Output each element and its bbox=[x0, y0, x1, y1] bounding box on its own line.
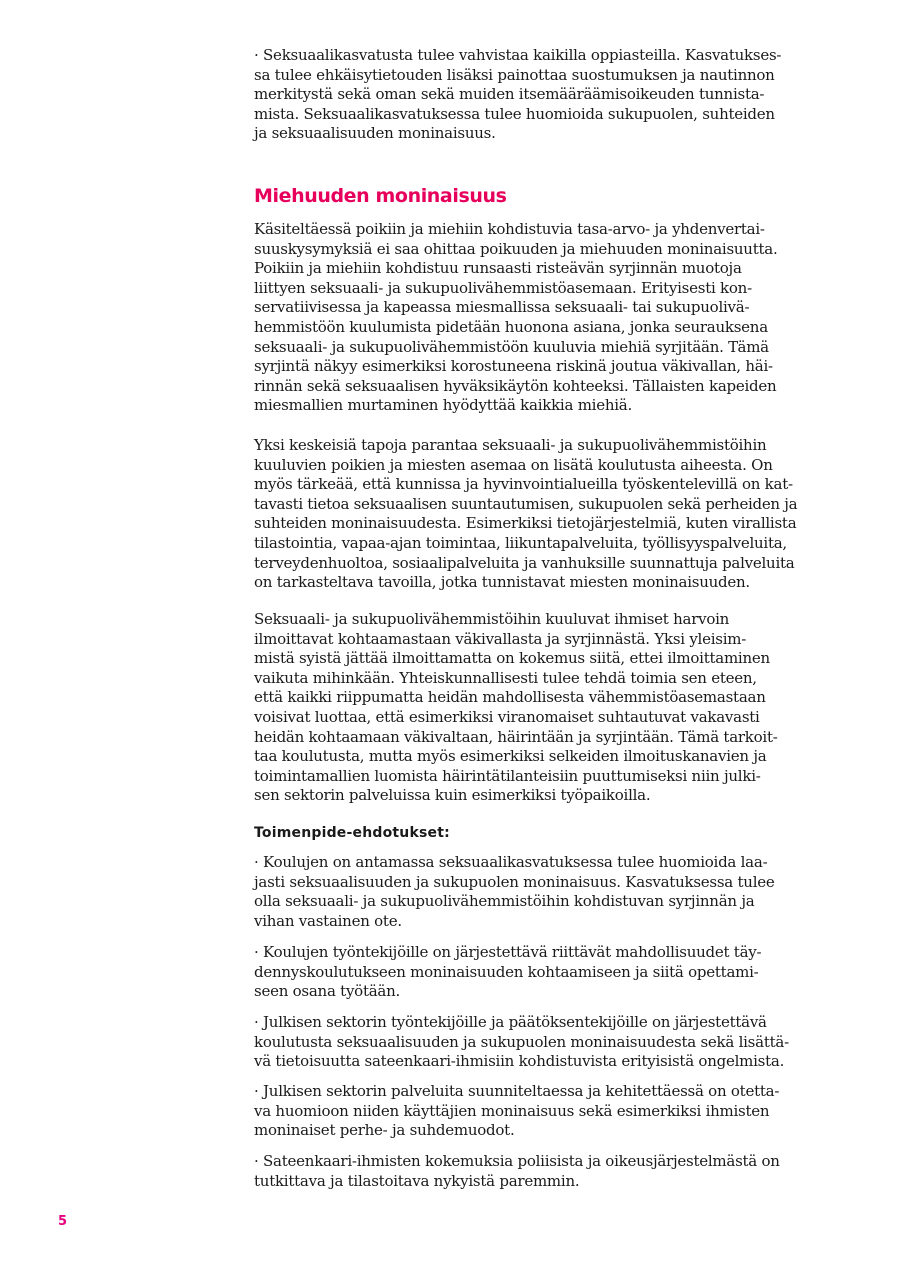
text-line: Poikiin ja miehiin kohdistuu runsaasti risteävän syrjinnän muotoja bbox=[254, 259, 742, 278]
text-line: · Sateenkaari-ihmisten kokemuksia poliisista ja oikeusjärjestelmästä on bbox=[254, 1152, 780, 1170]
text-line: Yksi keskeisiä tapoja parantaa seksuaali- ja sukupuolivähemmistöihin bbox=[254, 436, 767, 454]
text-line: jasti seksuaalisuuden ja sukupuolen moninaisuus. Kasvatuksessa tulee bbox=[254, 872, 775, 891]
measure-bullet-5 bbox=[254, 1152, 800, 1191]
text-line: dennyskoulutukseen moninaisuuden kohtaamiseen ja siitä opettami- bbox=[254, 962, 759, 981]
text-line: · Julkisen sektorin palveluita suunniteltaessa ja kehitettäessä on otetta- bbox=[254, 1082, 780, 1100]
text-line: voisivat luottaa, että esimerkiksi viranomaiset suhtautuvat vakavasti bbox=[254, 707, 760, 726]
text-column bbox=[254, 0, 800, 1286]
text-line: syrjintä näkyy esimerkiksi korostuneena riskinä joutua väkivallan, häi- bbox=[254, 357, 773, 376]
paragraph-3 bbox=[254, 610, 800, 806]
text-line: toimintamallien luomista häirintätilanteisiin puuttumiseksi niin julki- bbox=[254, 766, 761, 785]
text-line: va huomioon niiden käyttäjien moninaisuus sekä esimerkiksi ihmisten bbox=[254, 1101, 770, 1120]
text-line: ja seksuaalisuuden moninaisuus. bbox=[254, 124, 496, 143]
measure-bullet-4 bbox=[254, 1082, 800, 1141]
text-line: hemmistöön kuulumista pidetään huonona asiana, jonka seurauksena bbox=[254, 317, 768, 336]
text-line: · Julkisen sektorin työntekijöille ja päätöksentekijöille on järjestettävä bbox=[254, 1013, 767, 1031]
text-line: ilmoittavat kohtaamastaan väkivallasta ja syrjinnästä. Yksi yleisim- bbox=[254, 629, 747, 648]
text-line: sa tulee ehkäisytietouden lisäksi painottaa suostumuksen ja nautinnon bbox=[254, 65, 775, 84]
text-line: terveydenhuoltoa, sosiaalipalveluita ja vanhuksille suunnattuja palveluita bbox=[254, 553, 795, 572]
text-line: rinnän sekä seksuaalisen hyväksikäytön kohteeksi. Tällaisten kapeiden bbox=[254, 376, 777, 395]
text-line: on tarkasteltava tavoilla, jotka tunnistavat miesten moninaisuuden. bbox=[254, 573, 750, 592]
text-line: Seksuaali- ja sukupuolivähemmistöihin kuuluvat ihmiset harvoin bbox=[254, 610, 730, 628]
text-line: myös tärkeää, että kunnissa ja hyvinvointialueilla työskentelevillä on kat- bbox=[254, 475, 793, 494]
text-line: kuuluvien poikien ja miesten asemaa on lisätä koulutusta aiheesta. On bbox=[254, 455, 773, 474]
text-line: suuskysymyksiä ei saa ohittaa poikuuden ja miehuuden moninaisuutta. bbox=[254, 239, 778, 258]
text-line: vaikuta mihinkään. Yhteiskunnallisesti tulee tehdä toimia sen eteen, bbox=[254, 668, 757, 687]
text-line: heidän kohtaamaan väkivaltaan, häirintään ja syrjintään. Tämä tarkoit- bbox=[254, 727, 778, 746]
text-line: · Koulujen on antamassa seksuaalikasvatuksessa tulee huomioida laa- bbox=[254, 853, 768, 871]
text-line: että kaikki riippumatta heidän mahdollisesta vähemmistöasemastaan bbox=[254, 688, 766, 707]
measure-bullet-1 bbox=[254, 853, 800, 931]
text-line: liittyen seksuaali- ja sukupuolivähemmistöasemaan. Erityisesti kon- bbox=[254, 278, 752, 297]
text-line: olla seksuaali- ja sukupuolivähemmistöihin kohdistuvan syrjinnän ja bbox=[254, 892, 755, 911]
text-line: vä tietoisuutta sateenkaari-ihmisiin kohdistuvista erityisistä ongelmista. bbox=[254, 1052, 785, 1071]
paragraph-1 bbox=[254, 220, 800, 416]
text-line: mistä syistä jättää ilmoittamatta on kokemus siitä, ettei ilmoittaminen bbox=[254, 649, 770, 668]
measures-heading: Toimenpide-ehdotukset: bbox=[254, 825, 450, 841]
text-line: koulutusta seksuaalisuuden ja sukupuolen moninaisuudesta sekä lisättä- bbox=[254, 1032, 789, 1051]
text-line: moninaiset perhe- ja suhdemuodot. bbox=[254, 1121, 515, 1140]
measure-bullet-3 bbox=[254, 1013, 800, 1072]
intro-bullet bbox=[254, 46, 800, 144]
text-line: mista. Seksuaalikasvatuksessa tulee huomioida sukupuolen, suhteiden bbox=[254, 104, 775, 123]
page-number: 5 bbox=[58, 1214, 68, 1229]
text-line: merkitystä sekä oman sekä muiden itsemääräämisoikeuden tunnista- bbox=[254, 85, 765, 104]
text-line: vihan vastainen ote. bbox=[254, 911, 402, 930]
text-line: seksuaali- ja sukupuolivähemmistöön kuuluvia miehiä syrjitään. Tämä bbox=[254, 337, 769, 356]
text-line: sen sektorin palveluissa kuin esimerkiksi työpaikoilla. bbox=[254, 786, 651, 805]
measure-bullet-2 bbox=[254, 943, 800, 1002]
text-line: miesmallien murtaminen hyödyttää kaikkia miehiä. bbox=[254, 396, 633, 415]
text-line: Käsiteltäessä poikiin ja miehiin kohdistuvia tasa-arvo- ja yhdenvertai- bbox=[254, 220, 765, 238]
text-line: taa koulutusta, mutta myös esimerkiksi selkeiden ilmoituskanavien ja bbox=[254, 747, 767, 766]
section-heading: Miehuuden moninaisuus bbox=[254, 185, 507, 207]
text-line: tutkittava ja tilastoitava nykyistä paremmin. bbox=[254, 1171, 580, 1190]
text-line: servatiivisessa ja kapeassa miesmallissa seksuaali- tai sukupuolivä- bbox=[254, 298, 750, 317]
text-line: tilastointia, vapaa-ajan toimintaa, liikuntapalveluita, työllisyyspalveluita, bbox=[254, 533, 787, 552]
text-line: tavasti tietoa seksuaalisen suuntautumisen, sukupuolen sekä perheiden ja bbox=[254, 494, 798, 513]
text-line: · Koulujen työntekijöille on järjestettävä riittävät mahdollisuudet täy- bbox=[254, 943, 762, 961]
text-line: suhteiden moninaisuudesta. Esimerkiksi tietojärjestelmiä, kuten virallista bbox=[254, 514, 797, 533]
text-line: · Seksuaalikasvatusta tulee vahvistaa kaikilla oppiasteilla. Kasvatukses- bbox=[254, 46, 782, 64]
paragraph-2 bbox=[254, 436, 800, 593]
text-line: seen osana työtään. bbox=[254, 982, 401, 1001]
